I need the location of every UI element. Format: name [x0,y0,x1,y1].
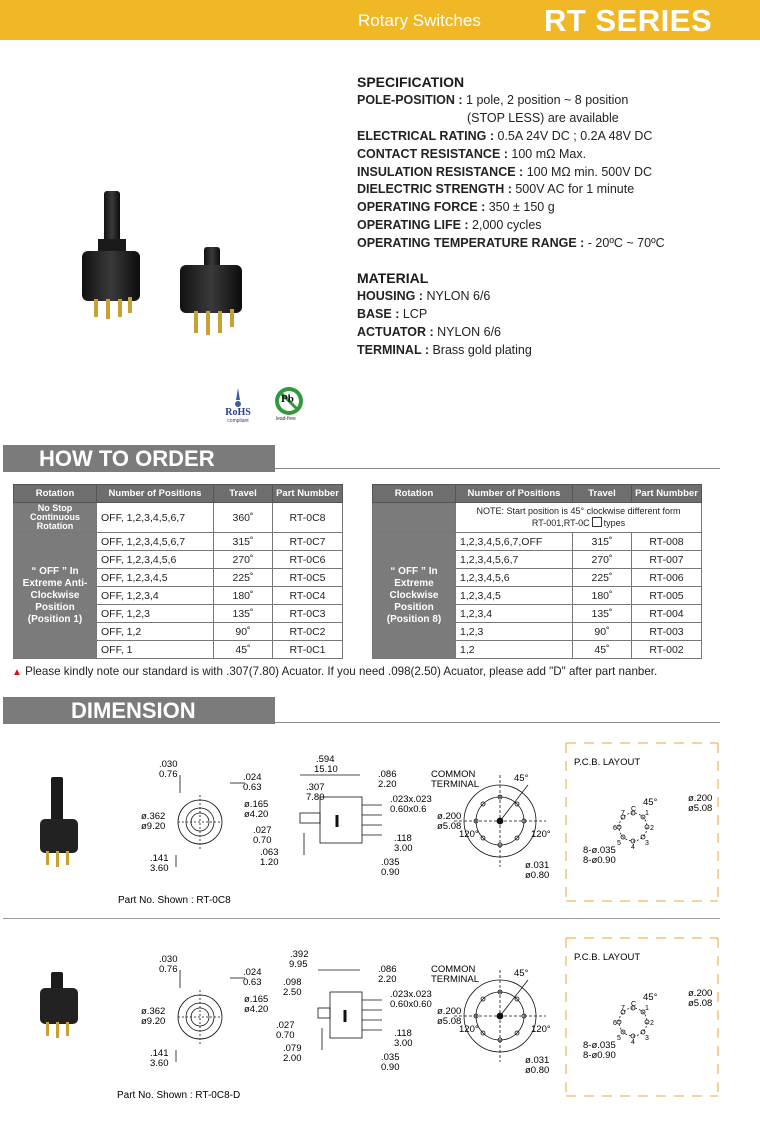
dim-label: ø.031 [525,1055,550,1066]
front-view [176,970,245,1062]
dim-label: 0.76 [159,769,178,780]
dim-label: 0.90 [381,867,400,878]
dim-label: ø5.08 [437,821,462,832]
dim-label: TERMINAL [431,779,480,790]
material-row: ACTUATOR : NYLON 6/6 [357,324,502,339]
table-cell: 1,2,3,4,5 [456,587,573,605]
table-cell: 360˚ [214,503,273,533]
group-off-clockwise: “ OFF ” In Extreme Clockwise Position (Position 8) [373,533,456,659]
order-table-left [13,484,343,659]
dim-label: 45° [643,992,658,1003]
dim-label: 120° [531,1024,551,1035]
dim-label: .024 [243,967,262,978]
table-cell: RT-0C4 [273,587,343,605]
pb-text: Pb [281,393,294,405]
material-row: TERMINAL : Brass gold plating [357,342,532,357]
table-cell: RT-002 [632,641,702,659]
dim-label: 8-ø0.90 [583,1050,616,1061]
pb-sub: lead-free [276,416,296,422]
table-cell: OFF, 1,2,3,4,5 [97,569,214,587]
dim-label: ø0.80 [525,1065,550,1076]
banner-rule [275,468,720,469]
dim-label: .118 [394,833,412,844]
table-cell: 90˚ [214,623,273,641]
dim-label: ø.362 [141,1006,166,1017]
pin-label: 3 [645,1035,649,1042]
table-cell: 1,2,3,4,5,6,7,OFF [456,533,573,551]
dim-label: ø9.20 [141,821,166,832]
table-cell: 45˚ [214,641,273,659]
dim-label: 1.20 [260,857,279,868]
dim-label: .063 [260,847,279,858]
dim-label: 2.20 [378,974,397,985]
switch-photo-tall [40,777,78,867]
dim-label: 2.50 [283,987,302,998]
dim-label: .392 [290,949,309,960]
dim-label: .141 [150,1048,169,1059]
pin-label: C [631,806,637,813]
table-cell: RT-004 [632,605,702,623]
spec-row: INSULATION RESISTANCE : 100 MΩ min. 500V DC [357,164,653,179]
rohs-text: RoHS [225,407,251,418]
col-positions: Number of Positions [456,485,573,503]
table-cell: 1,2,3,4,5,6,7 [456,551,573,569]
dim-label: 120° [459,1024,479,1035]
front-view [176,775,245,867]
dimension-drawing-1 [0,735,760,915]
dim-label: ø.165 [244,994,269,1005]
col-travel: Travel [573,485,632,503]
dim-label: 3.60 [150,1058,169,1069]
dim-label: ø.200 [688,793,713,804]
dim-label: 7.80 [306,792,325,803]
dim-label: 3.00 [394,843,413,854]
col-travel: Travel [214,485,273,503]
dim-label: .307 [306,782,325,793]
table-cell: 180˚ [573,587,632,605]
table-cell: 315˚ [573,533,632,551]
dimension-banner: DIMENSION [3,697,275,724]
dim-label: ø5.08 [688,998,713,1009]
dim-label: 15.10 [314,764,338,775]
table-cell: OFF, 1,2,3,4,5,6 [97,551,214,569]
dim-label: COMMON [431,769,476,780]
pin-label: 6 [613,825,617,832]
pin-label: 5 [617,1035,621,1042]
pin-label: 6 [613,1020,617,1027]
pin-label: 4 [631,1039,635,1046]
table-cell: RT-0C3 [273,605,343,623]
table-row [14,533,343,551]
dim-label: .086 [378,769,397,780]
table-cell: RT-0C1 [273,641,343,659]
dim-label: TERMINAL [431,974,480,985]
dim-label: .035 [381,857,400,868]
dim-label: 0.63 [243,977,262,988]
dim-label: 0.60x0.6 [390,804,427,815]
spec-heading: SPECIFICATION [357,74,465,90]
spec-row: CONTACT RESISTANCE : 100 mΩ Max. [357,146,587,161]
spec-row: ELECTRICAL RATING : 0.5A 24V DC ; 0.2A 48V DC [357,128,653,143]
pcb-label: P.C.B. LAYOUT [574,952,641,963]
dim-label: 0.70 [253,835,272,846]
dim-label: 3.60 [150,863,169,874]
dim-label: ø.200 [437,1006,462,1017]
dim-label: 45° [514,773,529,784]
pin-label: 1 [645,1005,649,1012]
table-cell: OFF, 1,2,3,4,5,6,7 [97,503,214,533]
dim-label: .098 [283,977,302,988]
table-cell: 1,2,3,4 [456,605,573,623]
note-cell: NOTE: Start position is 45° clockwise different form RT-001,RT-0C types [456,503,702,533]
warning-triangle-icon: ▲ [12,667,22,678]
table-cell: OFF, 1 [97,641,214,659]
pin-label: 7 [621,1005,625,1012]
table-cell: 1,2 [456,641,573,659]
pin-label: 7 [621,810,625,817]
dim-label: 0.63 [243,782,262,793]
pin-label: 2 [650,1020,654,1027]
switch-photo-short [40,972,78,1038]
caption: Part No. Shown : RT-0C8 [118,895,231,906]
dim-label: COMMON [431,964,476,975]
pin-label: C [631,1001,637,1008]
spec-row: OPERATING LIFE : 2,000 cycles [357,218,542,233]
dim-label: .027 [276,1020,295,1031]
table-cell: 135˚ [214,605,273,623]
material-heading: MATERIAL [357,270,429,286]
pin-label: 5 [617,840,621,847]
material-section [357,270,752,360]
dim-label: ø.031 [525,860,550,871]
dim-label: .594 [316,754,335,765]
table-cell: 1,2,3 [456,623,573,641]
section-divider [3,918,720,919]
dim-label: 2.20 [378,779,397,790]
col-part: Part Numbber [273,485,343,503]
table-cell: 270˚ [214,551,273,569]
banner-rule [275,722,720,723]
how-to-order-banner: HOW TO ORDER [3,445,275,472]
table-cell: RT-007 [632,551,702,569]
dim-label: 8-ø.035 [583,1040,616,1051]
dim-label: .023x.023 [390,794,432,805]
table-row [373,533,702,551]
col-rotation: Rotation [14,485,97,503]
order-table-right [372,484,702,659]
spec-row: (STOP LESS) are available [467,110,619,125]
table-cell: 180˚ [214,587,273,605]
table-cell: RT-0C5 [273,569,343,587]
dim-label: 8-ø.035 [583,845,616,856]
pcb-label: P.C.B. LAYOUT [574,757,641,768]
dim-label: 0.76 [159,964,178,975]
side-view [318,970,382,1050]
dim-label: 2.00 [283,1053,302,1064]
dim-label: .030 [159,759,178,770]
lead-free-badge [270,386,310,422]
table-cell: 90˚ [573,623,632,641]
dim-label: ø4.20 [244,809,269,820]
dim-label: 0.70 [276,1030,295,1041]
dimension-drawing-2 [0,930,760,1110]
dim-label: .118 [394,1028,412,1039]
header-subtitle: Rotary Switches [358,11,481,30]
order-note: ▲ Please kindly note our standard is with .307(7.80) Acuator. If you need .098(2.50) Acuator, please add "D" after part nanber. [12,665,658,678]
col-part: Part Numbber [632,485,702,503]
rohs-sub: compliant [227,418,249,424]
dim-label: .141 [150,853,169,864]
dim-label: ø4.20 [244,1004,269,1015]
spec-row: OPERATING FORCE : 350 ± 150 g [357,200,555,215]
spec-row: POLE-POSITION : 1 pole, 2 position ~ 8 position [357,92,629,107]
table-cell: 135˚ [573,605,632,623]
table-cell: OFF, 1,2,3,4,5,6,7 [97,533,214,551]
table-cell: RT-0C2 [273,623,343,641]
product-photo [70,185,250,345]
pin-label: 1 [645,810,649,817]
table-cell: OFF, 1,2,3,4 [97,587,214,605]
header-title: RT SERIES [544,3,713,38]
dim-label: ø.362 [141,811,166,822]
table-cell: 1,2,3,4,5,6 [456,569,573,587]
rohs-badge [218,386,258,422]
specification-section [357,74,752,253]
dim-label: 45° [514,968,529,979]
dim-label: 45° [643,797,658,808]
pin-label: 3 [645,840,649,847]
group-empty [373,503,456,533]
dim-label: 3.00 [394,1038,413,1049]
table-cell: OFF, 1,2 [97,623,214,641]
col-rotation: Rotation [373,485,456,503]
dim-label: ø5.08 [437,1016,462,1027]
col-positions: Number of Positions [97,485,214,503]
table-cell: 315˚ [214,533,273,551]
dim-label: .030 [159,954,178,965]
dim-label: ø.165 [244,799,269,810]
material-row: BASE : LCP [357,306,428,321]
table-cell: OFF, 1,2,3 [97,605,214,623]
dim-label: 9.95 [289,959,308,970]
table-cell: RT-003 [632,623,702,641]
group-no-stop: No Stop Continuous Rotation [14,503,97,533]
table-cell: RT-0C8 [273,503,343,533]
table-cell: 270˚ [573,551,632,569]
blank-box-icon [592,517,602,527]
dim-label: ø0.80 [525,870,550,881]
table-cell: RT-006 [632,569,702,587]
dim-label: 0.90 [381,1062,400,1073]
dim-label: 0.60x0.60 [390,999,432,1010]
table-cell: RT-008 [632,533,702,551]
table-cell: 45˚ [573,641,632,659]
dim-label: .035 [381,1052,400,1063]
dim-label: .024 [243,772,262,783]
material-row: HOUSING : NYLON 6/6 [357,288,491,303]
spec-row: OPERATING TEMPERATURE RANGE : - 20ºC ~ 70ºC [357,236,665,251]
dim-label: ø5.08 [688,803,713,814]
dim-label: 120° [459,829,479,840]
dim-label: .079 [283,1043,302,1054]
dim-label: 120° [531,829,551,840]
caption: Part No. Shown : RT-0C8-D [117,1090,241,1101]
header-bar [0,0,760,40]
pin-label: 4 [631,844,635,851]
table-cell: RT-005 [632,587,702,605]
dim-label: .023x.023 [390,989,432,1000]
dim-label: ø.200 [437,811,462,822]
table-cell: 225˚ [214,569,273,587]
dim-label: ø.200 [688,988,713,999]
dim-label: 8-ø0.90 [583,855,616,866]
dim-label: .086 [378,964,397,975]
dim-label: ø9.20 [141,1016,166,1027]
group-off-anticlockwise: “ OFF ” In Extreme Anti- Clockwise Position (Position 1) [14,533,97,659]
table-cell: 225˚ [573,569,632,587]
spec-row: DIELECTRIC STRENGTH : 500V AC for 1 minute [357,182,635,197]
pin-label: 2 [650,825,654,832]
table-cell: RT-0C6 [273,551,343,569]
dim-label: .027 [253,825,272,836]
table-cell: RT-0C7 [273,533,343,551]
